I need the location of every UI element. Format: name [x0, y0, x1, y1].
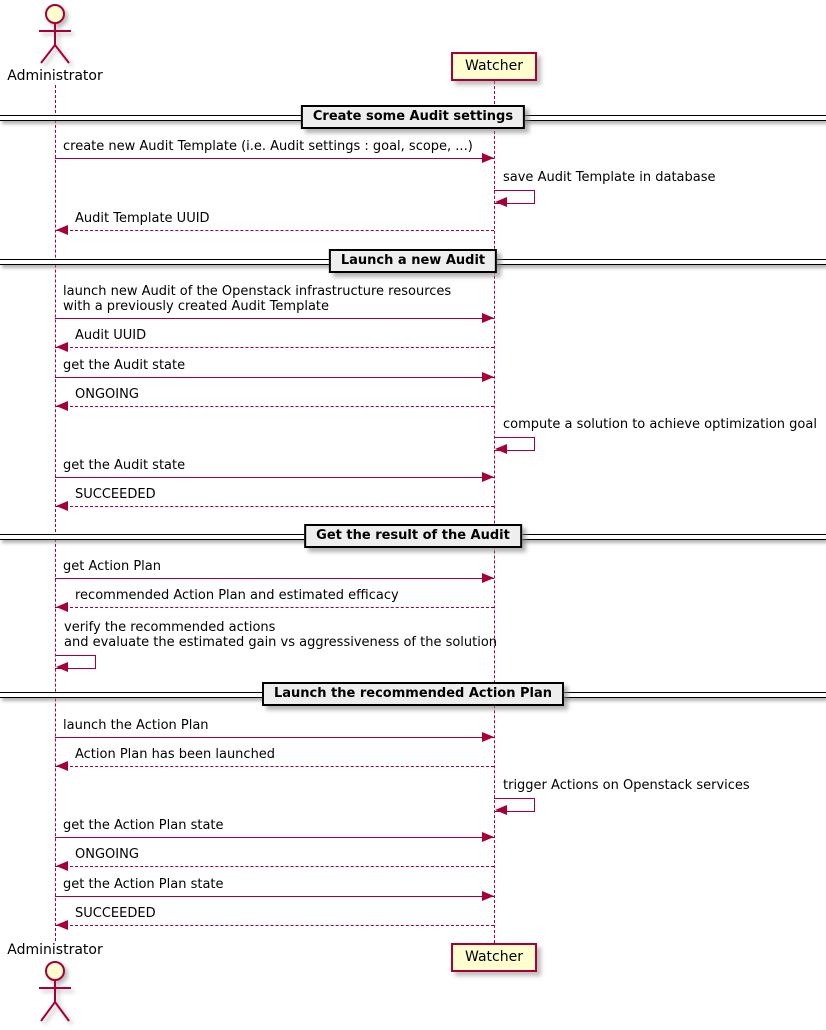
message-arrow — [55, 837, 494, 838]
message-text-line: get Action Plan — [63, 559, 161, 574]
message-text-line: save Audit Template in database — [503, 170, 716, 185]
message-text-line: with a previously created Audit Template — [63, 299, 330, 314]
sync-message-label — [63, 284, 451, 314]
sync-message-label — [63, 877, 224, 892]
return-message-label — [75, 747, 275, 762]
sync-message-label — [63, 139, 473, 154]
return-message-label — [75, 328, 146, 343]
message-text-line: ONGOING — [75, 387, 139, 402]
sync-message-label — [63, 818, 224, 833]
watcher-participant-top: Watcher — [451, 52, 537, 81]
self-message-label — [64, 620, 497, 650]
divider-label: Launch a new Audit — [329, 249, 497, 273]
return-message-label — [75, 387, 139, 402]
arrowhead-right-icon — [482, 732, 494, 742]
arrowhead-left-icon — [56, 501, 68, 511]
message-text-line: and evaluate the estimated gain vs aggressiveness of the solution — [64, 635, 498, 650]
arrowhead-right-icon — [482, 153, 494, 163]
message-text-line: ONGOING — [75, 847, 139, 862]
arrowhead-left-icon — [56, 761, 68, 771]
message-text-line: verify the recommended actions — [64, 620, 276, 635]
message-arrow — [55, 477, 494, 478]
message-text-line: SUCCEEDED — [75, 487, 156, 502]
message-arrow — [55, 406, 494, 407]
message-text-line: recommended Action Plan and estimated efficacy — [75, 588, 399, 603]
self-message-label — [503, 170, 716, 185]
message-arrow — [55, 347, 494, 348]
return-message-label — [75, 847, 139, 862]
message-text-line: get the Audit state — [63, 358, 186, 373]
message-text-line: SUCCEEDED — [75, 906, 156, 921]
administrator-actor-icon — [33, 3, 77, 67]
arrowhead-left-icon — [495, 197, 507, 207]
arrowhead-left-icon — [56, 662, 68, 672]
message-text-line: trigger Actions on Openstack services — [503, 778, 750, 793]
message-text-line: create new Audit Template (i.e. Audit settings : goal, scope, ...) — [63, 139, 473, 154]
divider-label: Launch the recommended Action Plan — [262, 682, 564, 706]
watcher-participant-bottom: Watcher — [451, 943, 537, 972]
message-arrow — [55, 737, 494, 738]
arrowhead-right-icon — [482, 313, 494, 323]
message-arrow — [55, 506, 494, 507]
message-arrow — [55, 158, 494, 159]
divider-label: Create some Audit settings — [301, 105, 525, 129]
arrowhead-left-icon — [56, 602, 68, 612]
lifeline-administrator — [55, 85, 56, 941]
arrowhead-left-icon — [56, 342, 68, 352]
message-arrow — [55, 578, 494, 579]
sync-message-label — [63, 559, 161, 574]
message-arrow — [55, 866, 494, 867]
arrowhead-right-icon — [482, 573, 494, 583]
arrowhead-right-icon — [482, 891, 494, 901]
message-arrow — [55, 230, 494, 231]
arrowhead-left-icon — [495, 444, 507, 454]
sync-message-label — [63, 358, 185, 373]
message-text-line: launch new Audit of the Openstack infrastructure resources — [63, 284, 452, 299]
arrowhead-right-icon — [482, 372, 494, 382]
message-arrow — [55, 896, 494, 897]
divider-label: Get the result of the Audit — [304, 524, 522, 548]
message-text-line: compute a solution to achieve optimization goal — [503, 417, 817, 432]
return-message-label — [75, 588, 399, 603]
arrowhead-left-icon — [495, 805, 507, 815]
arrowhead-left-icon — [56, 920, 68, 930]
arrowhead-left-icon — [56, 401, 68, 411]
self-message-label — [503, 778, 750, 793]
message-arrow — [55, 377, 494, 378]
message-text-line: get the Action Plan state — [63, 877, 224, 892]
message-text-line: get the Audit state — [63, 458, 186, 473]
message-text-line: Action Plan has been launched — [75, 747, 276, 762]
sync-message-label — [63, 718, 209, 733]
message-arrow — [55, 607, 494, 608]
arrowhead-left-icon — [56, 861, 68, 871]
message-arrow — [55, 766, 494, 767]
arrowhead-left-icon — [56, 225, 68, 235]
message-text-line: get the Action Plan state — [63, 818, 224, 833]
administrator-actor-icon-bottom — [33, 959, 77, 1025]
message-text-line: Audit UUID — [75, 328, 147, 343]
administrator-label-bottom: Administrator — [7, 942, 103, 958]
sync-message-label — [63, 458, 185, 473]
return-message-label — [75, 211, 210, 226]
message-text-line: launch the Action Plan — [63, 718, 209, 733]
administrator-label-top: Administrator — [7, 68, 103, 84]
return-message-label — [75, 906, 156, 921]
message-arrow — [55, 318, 494, 319]
self-message-label — [503, 417, 817, 432]
message-text-line: Audit Template UUID — [75, 211, 210, 226]
arrowhead-right-icon — [482, 832, 494, 842]
message-arrow — [55, 925, 494, 926]
arrowhead-right-icon — [482, 472, 494, 482]
return-message-label — [75, 487, 156, 502]
